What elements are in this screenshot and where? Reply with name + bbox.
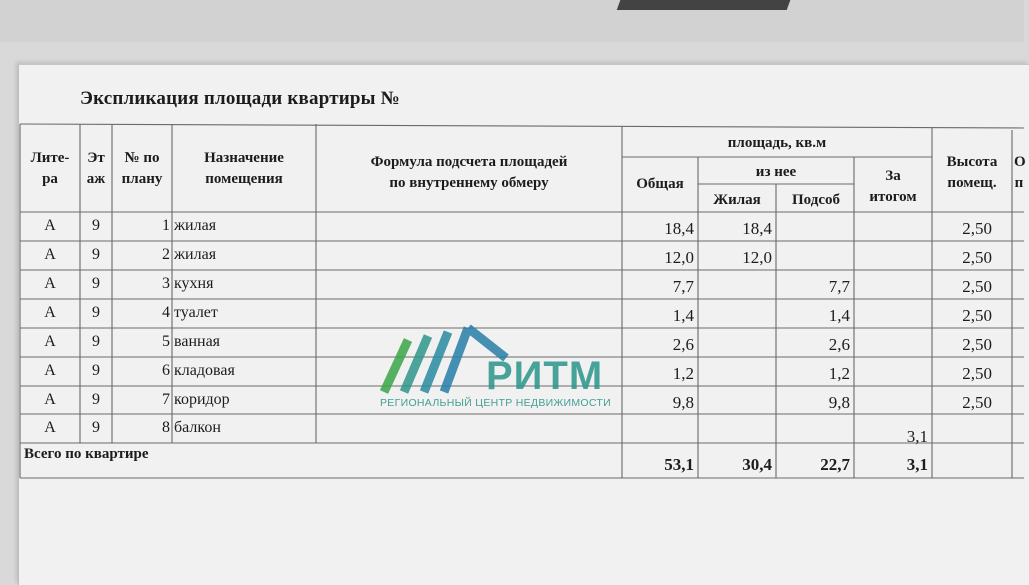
cell-room-name: ванная <box>174 333 221 350</box>
cell-total-area: 18,4 <box>664 219 694 238</box>
cell-plan-no: 6 <box>162 362 170 379</box>
cell-floor: 9 <box>92 419 100 436</box>
cell-height: 2,50 <box>962 335 992 354</box>
cell-room-name: кухня <box>174 275 214 292</box>
cell-room-name: кладовая <box>174 362 235 379</box>
cell-auxiliary-area: 7,7 <box>828 277 850 296</box>
cell-outside-total: 3,1 <box>906 427 928 446</box>
cell-litera: А <box>44 217 56 234</box>
cell-plan-no: 1 <box>162 217 170 234</box>
cell-height: 2,50 <box>962 364 992 383</box>
cell-room-name: туалет <box>174 304 218 321</box>
cell-total-area: 1,2 <box>672 364 694 383</box>
cell-height: 2,50 <box>962 219 992 238</box>
cell-auxiliary-area: 2,6 <box>828 335 850 354</box>
cell-room-name: коридор <box>174 391 230 408</box>
watermark-name: РИТМ <box>486 354 604 398</box>
watermark-tagline: РЕГИОНАЛЬНЫЙ ЦЕНТР НЕДВИЖИМОСТИ <box>380 397 611 409</box>
cell-plan-no: 8 <box>162 419 170 436</box>
cell-plan-no: 5 <box>162 333 170 350</box>
cell-litera: А <box>44 419 56 436</box>
header-outside-total: За итогом <box>869 168 917 205</box>
cell-plan-no: 2 <box>162 246 170 263</box>
cell-auxiliary-area: 1,4 <box>828 306 850 325</box>
cell-room-name: жилая <box>174 246 217 263</box>
header-area-group: площадь, кв.м <box>727 135 827 151</box>
cell-plan-no: 3 <box>162 275 170 292</box>
summary-outside-total: 3,1 <box>906 455 928 474</box>
cell-floor: 9 <box>92 246 100 263</box>
cell-litera: А <box>44 304 56 321</box>
header-formula: Формула подсчета площадей по внутреннему обмеру <box>370 154 568 191</box>
cell-floor: 9 <box>92 217 100 234</box>
cell-plan-no: 4 <box>162 304 170 321</box>
header-plan-no: № по плану <box>121 150 163 187</box>
cell-auxiliary-area: 1,2 <box>828 364 850 383</box>
cell-height: 2,50 <box>962 248 992 267</box>
cell-floor: 9 <box>92 275 100 292</box>
cell-room-name: балкон <box>174 419 221 436</box>
ritm-watermark <box>378 322 634 414</box>
cell-litera: А <box>44 362 56 379</box>
summary-living: 30,4 <box>742 455 772 474</box>
cell-height: 2,50 <box>962 277 992 296</box>
cell-total-area: 9,8 <box>672 393 694 412</box>
header-floor: Эт аж <box>86 150 106 187</box>
header-total: Общая <box>636 176 684 192</box>
cell-auxiliary-area: 9,8 <box>828 393 850 412</box>
cell-floor: 9 <box>92 362 100 379</box>
cell-litera: А <box>44 391 56 408</box>
cell-total-area: 2,6 <box>672 335 694 354</box>
cell-height: 2,50 <box>962 306 992 325</box>
cell-plan-no: 7 <box>162 391 170 408</box>
cell-total-area: 12,0 <box>664 248 694 267</box>
cell-floor: 9 <box>92 391 100 408</box>
summary-auxiliary: 22,7 <box>820 455 850 474</box>
summary-label: Всего по квартире <box>24 446 149 462</box>
cell-total-area: 7,7 <box>672 277 694 296</box>
document-title: Экспликация площади квартиры № <box>80 88 400 109</box>
cell-floor: 9 <box>92 333 100 350</box>
cell-living-area: 18,4 <box>742 219 772 238</box>
cell-height: 2,50 <box>962 393 992 412</box>
cell-floor: 9 <box>92 304 100 321</box>
header-purpose: Назначение помещения <box>204 150 284 187</box>
cell-litera: А <box>44 333 56 350</box>
cell-room-name: жилая <box>174 217 217 234</box>
header-of-which: из нее <box>755 164 797 180</box>
summary-total: 53,1 <box>664 455 694 474</box>
header-last-col: О п <box>1014 154 1026 191</box>
header-living: Жилая <box>713 192 761 208</box>
cell-total-area: 1,4 <box>672 306 694 325</box>
header-height: Высота помещ. <box>946 154 998 191</box>
cell-living-area: 12,0 <box>742 248 772 267</box>
cell-litera: А <box>44 275 56 292</box>
cell-litera: А <box>44 246 56 263</box>
header-auxiliary: Подсоб <box>792 192 840 208</box>
header-litera: Лите- ра <box>30 150 70 187</box>
